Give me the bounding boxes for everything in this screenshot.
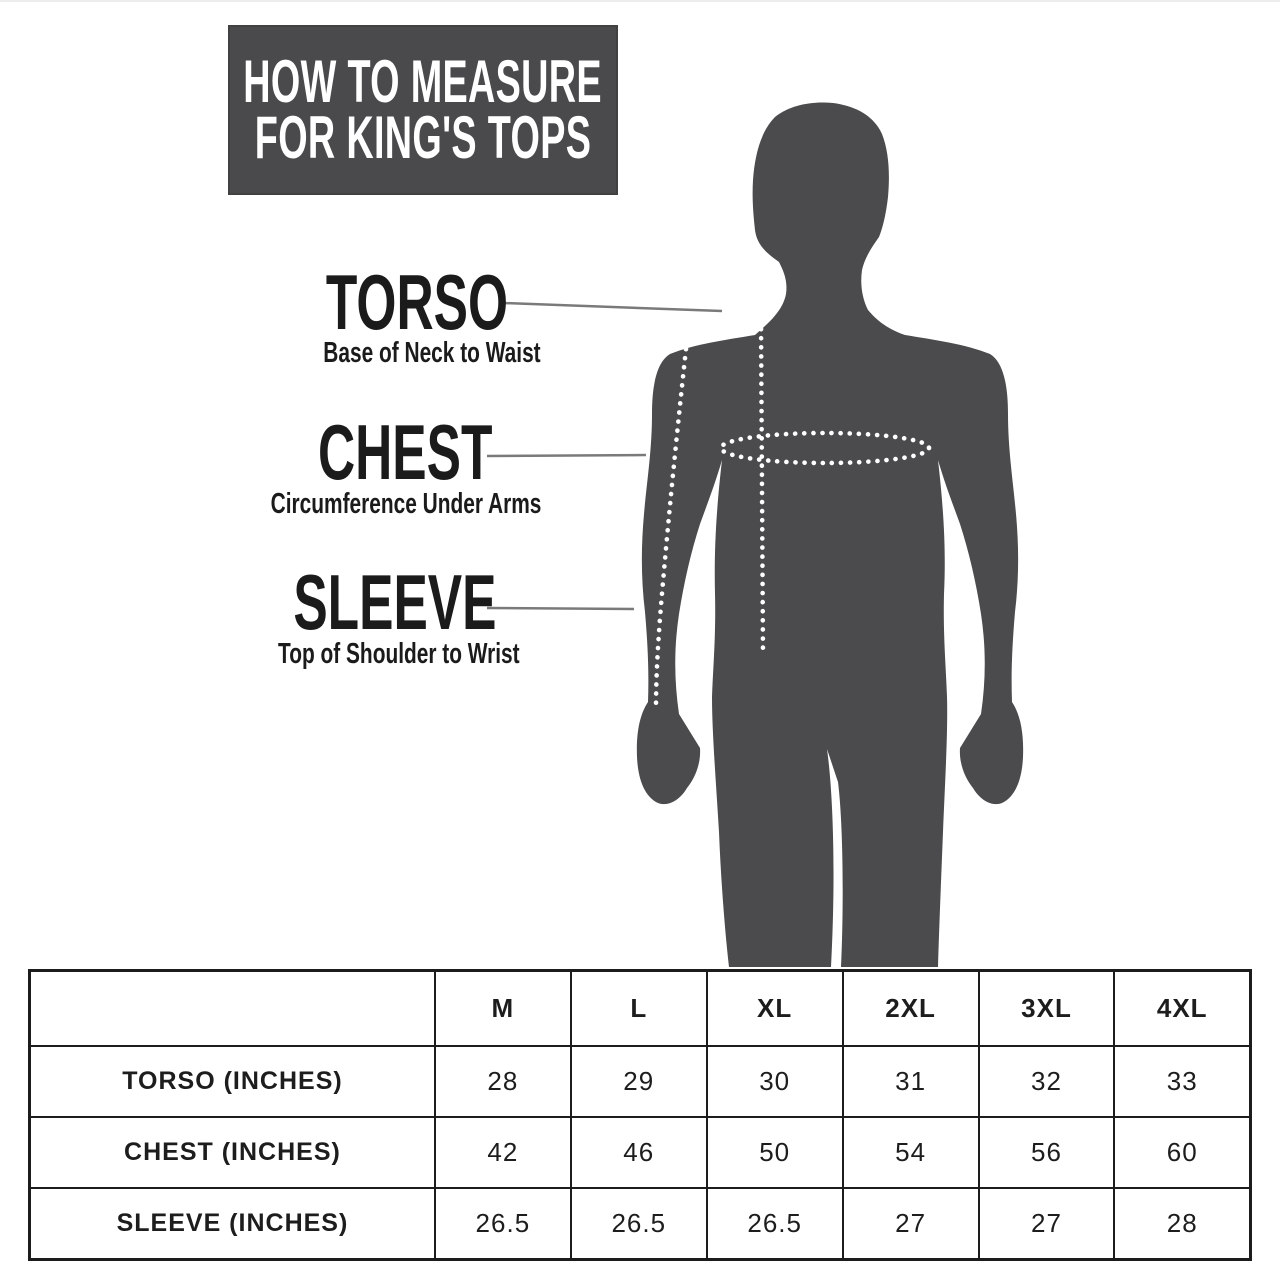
size-column-header-l: L (571, 971, 707, 1047)
chest-label (215, 408, 595, 496)
size-value-cell: 28 (1114, 1188, 1250, 1259)
chest-sublabel (216, 490, 596, 519)
size-value-cell: 28 (435, 1046, 571, 1117)
torso-sublabel-text: Base of Neck to Waist (323, 337, 541, 369)
size-value-cell: 26.5 (435, 1188, 571, 1259)
sleeve-sublabel-text: Top of Shoulder to Wrist (278, 638, 520, 670)
row-label-cell: SLEEVE (INCHES) (30, 1188, 435, 1259)
size-value-cell: 26.5 (707, 1188, 843, 1259)
banner-title-line2: FOR KING'S TOPS (254, 104, 592, 171)
torso-sublabel (242, 339, 622, 368)
torso-label (227, 258, 607, 346)
size-chart-table (28, 969, 1252, 1261)
size-column-header-xl: XL (707, 971, 843, 1047)
torso-label-text: TORSO (325, 258, 509, 346)
size-value-cell: 46 (571, 1117, 707, 1188)
size-value-cell: 27 (979, 1188, 1115, 1259)
row-label-cell: TORSO (INCHES) (30, 1046, 435, 1117)
size-value-cell: 32 (979, 1046, 1115, 1117)
size-value-cell: 50 (707, 1117, 843, 1188)
sleeve-label (205, 558, 585, 646)
empty-corner-cell (30, 971, 435, 1047)
size-column-header-3xl: 3XL (979, 971, 1115, 1047)
sleeve-sublabel (209, 640, 589, 669)
size-value-cell: 31 (843, 1046, 979, 1117)
size-column-header-4xl: 4XL (1114, 971, 1250, 1047)
size-value-cell: 54 (843, 1117, 979, 1188)
size-column-header-m: M (435, 971, 571, 1047)
size-table-row (30, 1117, 1251, 1188)
size-value-cell: 60 (1114, 1117, 1250, 1188)
size-value-cell: 29 (571, 1046, 707, 1117)
size-table-row (30, 1188, 1251, 1259)
size-table-row (30, 1046, 1251, 1117)
size-value-cell: 42 (435, 1117, 571, 1188)
size-value-cell: 56 (979, 1117, 1115, 1188)
size-value-cell: 30 (707, 1046, 843, 1117)
chest-sublabel-text: Circumference Under Arms (270, 488, 542, 520)
size-header-row (30, 971, 1251, 1047)
size-value-cell: 33 (1114, 1046, 1250, 1117)
size-value-cell: 26.5 (571, 1188, 707, 1259)
banner-title-line1: HOW TO MEASURE (243, 47, 603, 115)
male-body-silhouette (637, 103, 1023, 967)
size-column-header-2xl: 2XL (843, 971, 979, 1047)
size-value-cell: 27 (843, 1188, 979, 1259)
chest-label-text: CHEST (317, 408, 493, 496)
sleeve-label-text: SLEEVE (293, 558, 497, 646)
row-label-cell: CHEST (INCHES) (30, 1117, 435, 1188)
